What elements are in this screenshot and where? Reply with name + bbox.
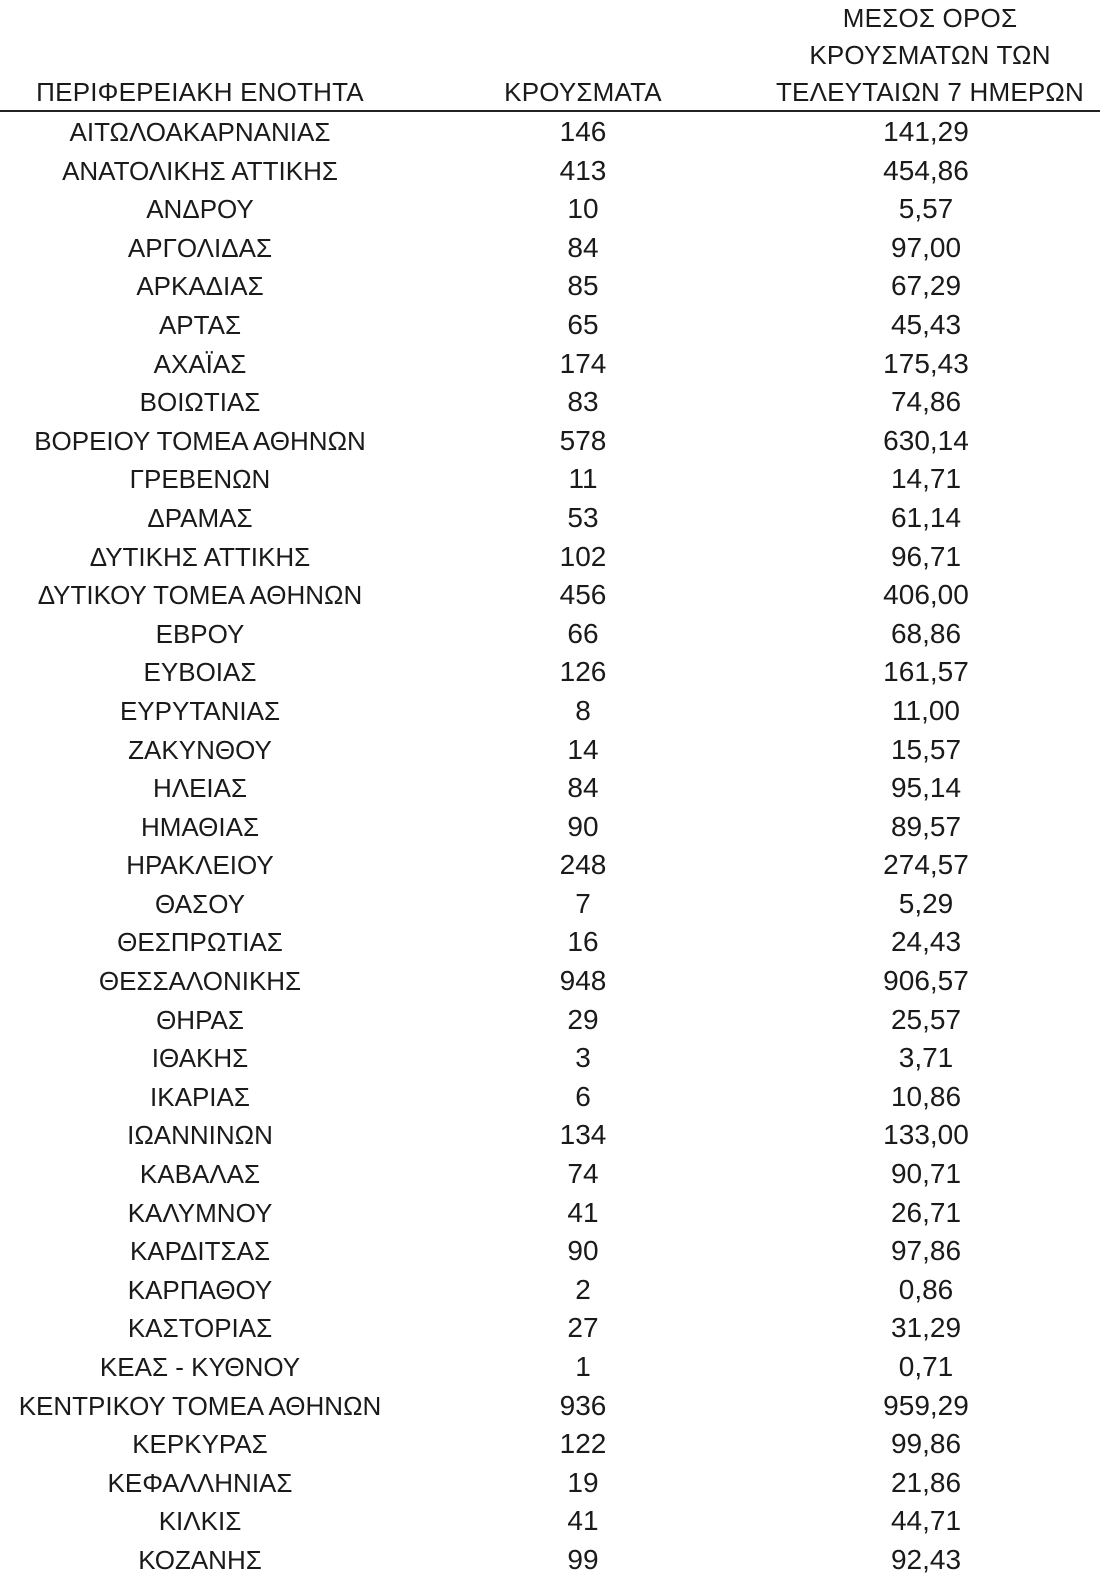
table-row bbox=[0, 1425, 1100, 1464]
average-cell: 44,71 bbox=[890, 1505, 962, 1537]
cases-cell: 7 bbox=[575, 887, 591, 919]
region-cell: ΙΚΑΡΙΑΣ bbox=[150, 1081, 250, 1112]
average-cell: 95,14 bbox=[890, 772, 962, 804]
table-row bbox=[0, 1309, 1100, 1348]
region-cell: ΚΑΡΠΑΘΟΥ bbox=[127, 1274, 273, 1305]
header-cases: ΚΡΟΥΣΜΑΤΑ bbox=[504, 77, 662, 107]
region-cell: ΚΙΛΚΙΣ bbox=[158, 1506, 242, 1537]
cases-cell: 936 bbox=[559, 1389, 607, 1421]
cases-cell: 11 bbox=[568, 463, 598, 495]
cases-cell: 10 bbox=[567, 193, 599, 225]
average-cell: 74,86 bbox=[890, 386, 962, 418]
table-row bbox=[0, 1502, 1100, 1541]
cases-cell: 65 bbox=[567, 308, 599, 340]
cases-cell: 3 bbox=[575, 1042, 591, 1074]
table-row bbox=[0, 731, 1100, 770]
table-row bbox=[0, 1039, 1100, 1078]
table-row bbox=[0, 1271, 1100, 1310]
table-row bbox=[0, 653, 1100, 692]
cases-cell: 16 bbox=[567, 926, 599, 958]
table-row bbox=[0, 1348, 1100, 1387]
table-row bbox=[0, 808, 1100, 847]
region-cell: ΑΝΔΡΟΥ bbox=[146, 194, 254, 225]
region-cell: ΑΙΤΩΛΟΑΚΑΡΝΑΝΙΑΣ bbox=[69, 117, 331, 147]
region-cell: ΖΑΚΥΝΘΟΥ bbox=[128, 734, 272, 765]
cases-cell: 174 bbox=[559, 347, 607, 379]
average-cell: 274,57 bbox=[883, 849, 969, 881]
cases-cell: 66 bbox=[567, 617, 599, 649]
region-cell: ΑΡΚΑΔΙΑΣ bbox=[136, 271, 264, 302]
region-cell: ΚΕΦΑΛΛΗΝΙΑΣ bbox=[107, 1467, 293, 1498]
cases-cell: 8 bbox=[575, 694, 591, 726]
region-cell: ΘΗΡΑΣ bbox=[156, 1004, 244, 1035]
header-avg-line-3: ΤΕΛΕΥΤΑΙΩΝ 7 ΗΜΕΡΩΝ bbox=[775, 77, 1085, 107]
table-row bbox=[0, 1001, 1100, 1040]
cases-cell: 248 bbox=[559, 849, 607, 881]
average-cell: 96,71 bbox=[890, 540, 962, 572]
average-cell: 3,71 bbox=[898, 1042, 954, 1074]
cases-cell: 27 bbox=[567, 1312, 599, 1344]
average-cell: 630,14 bbox=[883, 424, 969, 456]
cases-cell: 578 bbox=[559, 424, 607, 456]
table-row bbox=[0, 267, 1100, 306]
average-cell: 406,00 bbox=[883, 579, 969, 611]
region-cell: ΑΝΑΤΟΛΙΚΗΣ ΑΤΤΙΚΗΣ bbox=[62, 155, 338, 186]
average-cell: 0,86 bbox=[898, 1273, 954, 1305]
table-row bbox=[0, 1464, 1100, 1503]
table-row bbox=[0, 345, 1100, 384]
average-cell: 161,57 bbox=[883, 656, 969, 688]
region-cell: ΗΛΕΙΑΣ bbox=[152, 773, 248, 804]
average-cell: 89,57 bbox=[890, 810, 962, 842]
cases-cell: 99 bbox=[567, 1543, 599, 1575]
cases-cell: 14 bbox=[567, 733, 599, 765]
average-cell: 92,43 bbox=[890, 1543, 962, 1575]
cases-cell: 84 bbox=[567, 772, 599, 804]
table-row bbox=[0, 499, 1100, 538]
region-cell: ΚΕΝΤΡΙΚΟΥ ΤΟΜΕΑ ΑΘΗΝΩΝ bbox=[18, 1390, 382, 1421]
average-cell: 11,00 bbox=[892, 694, 960, 726]
cases-cell: 84 bbox=[567, 231, 599, 263]
region-cell: ΚΕΑΣ - ΚΥΘΝΟΥ bbox=[99, 1352, 301, 1382]
cases-cell: 413 bbox=[559, 154, 607, 186]
header-region: ΠΕΡΙΦΕΡΕΙΑΚΗ ΕΝΟΤΗΤΑ bbox=[36, 77, 364, 107]
cases-cell: 456 bbox=[559, 579, 607, 611]
table-body bbox=[0, 113, 1100, 1580]
table-row bbox=[0, 692, 1100, 731]
cases-cell: 41 bbox=[567, 1505, 599, 1537]
average-cell: 67,29 bbox=[890, 270, 962, 302]
region-cell: ΗΡΑΚΛΕΙΟΥ bbox=[126, 850, 274, 881]
table-row bbox=[0, 113, 1100, 152]
cases-cell: 90 bbox=[567, 810, 599, 842]
cases-cell: 134 bbox=[559, 1119, 607, 1151]
table-row bbox=[0, 383, 1100, 422]
table-row bbox=[0, 846, 1100, 885]
average-cell: 133,00 bbox=[883, 1119, 969, 1151]
header-avg-line-2: ΚΡΟΥΣΜΑΤΩΝ ΤΩΝ bbox=[809, 40, 1051, 70]
region-cell: ΗΜΑΘΙΑΣ bbox=[140, 811, 260, 842]
region-cell: ΕΒΡΟΥ bbox=[155, 618, 245, 649]
average-cell: 15,57 bbox=[890, 733, 962, 765]
region-cell: ΔΥΤΙΚΟΥ ΤΟΜΕΑ ΑΘΗΝΩΝ bbox=[37, 580, 363, 611]
average-cell: 0,71 bbox=[898, 1351, 954, 1382]
region-cell: ΑΡΤΑΣ bbox=[158, 309, 242, 340]
cases-cell: 53 bbox=[567, 501, 599, 533]
table-row bbox=[0, 1078, 1100, 1117]
region-cell: ΔΡΑΜΑΣ bbox=[147, 502, 253, 533]
average-cell: 959,29 bbox=[883, 1389, 969, 1421]
average-cell: 25,57 bbox=[890, 1003, 962, 1035]
region-cell: ΚΑΡΔΙΤΣΑΣ bbox=[129, 1236, 271, 1267]
average-cell: 61,14 bbox=[890, 501, 962, 533]
table-row bbox=[0, 1232, 1100, 1271]
average-cell: 21,86 bbox=[890, 1466, 962, 1498]
average-cell: 10,86 bbox=[890, 1080, 962, 1112]
region-cell: ΚΑΣΤΟΡΙΑΣ bbox=[127, 1313, 273, 1344]
region-cell: ΑΧΑΪΑΣ bbox=[153, 348, 247, 379]
table-header bbox=[0, 0, 1100, 113]
table-row bbox=[0, 460, 1100, 499]
average-cell: 45,43 bbox=[890, 308, 962, 340]
region-cell: ΕΥΒΟΙΑΣ bbox=[143, 657, 257, 688]
header-divider bbox=[0, 110, 1100, 112]
table-row bbox=[0, 923, 1100, 962]
region-cell: ΑΡΓΟΛΙΔΑΣ bbox=[127, 232, 273, 263]
cases-cell: 85 bbox=[567, 270, 599, 302]
region-cell: ΚΟΖΑΝΗΣ bbox=[138, 1544, 262, 1575]
cases-cell: 6 bbox=[575, 1080, 591, 1112]
average-cell: 68,86 bbox=[890, 617, 962, 649]
region-cell: ΒΟΙΩΤΙΑΣ bbox=[139, 387, 261, 418]
table-row bbox=[0, 1155, 1100, 1194]
cases-cell: 19 bbox=[567, 1466, 599, 1498]
region-cell: ΘΕΣΠΡΩΤΙΑΣ bbox=[117, 927, 283, 958]
table-row bbox=[0, 229, 1100, 268]
table-row bbox=[0, 1194, 1100, 1233]
table-row bbox=[0, 1541, 1100, 1580]
average-cell: 454,86 bbox=[883, 154, 969, 186]
cases-cell: 2 bbox=[575, 1273, 591, 1305]
header-seven-day-average bbox=[760, 0, 1100, 111]
table-row bbox=[0, 190, 1100, 229]
region-cell: ΓΡΕΒΕΝΩΝ bbox=[129, 464, 271, 495]
average-cell: 97,00 bbox=[890, 231, 962, 263]
cases-cell: 29 bbox=[567, 1003, 599, 1035]
average-cell: 141,29 bbox=[883, 116, 969, 147]
region-cell: ΙΘΑΚΗΣ bbox=[151, 1043, 249, 1074]
cases-cell: 122 bbox=[559, 1428, 607, 1460]
table-row bbox=[0, 769, 1100, 808]
cases-cell: 146 bbox=[559, 116, 607, 147]
region-cell: ΚΑΛΥΜΝΟΥ bbox=[127, 1197, 273, 1228]
cases-cell: 83 bbox=[567, 386, 599, 418]
table-row bbox=[0, 1116, 1100, 1155]
region-cell: ΘΕΣΣΑΛΟΝΙΚΗΣ bbox=[98, 966, 302, 997]
region-cell: ΔΥΤΙΚΗΣ ΑΤΤΙΚΗΣ bbox=[89, 541, 311, 572]
cases-cell: 948 bbox=[559, 965, 607, 997]
cases-cell: 74 bbox=[567, 1158, 599, 1190]
average-cell: 5,29 bbox=[898, 887, 954, 919]
cases-cell: 90 bbox=[567, 1235, 599, 1267]
cases-cell: 1 bbox=[575, 1351, 591, 1382]
average-cell: 90,71 bbox=[890, 1158, 962, 1190]
average-cell: 14,71 bbox=[890, 463, 962, 495]
average-cell: 97,86 bbox=[890, 1235, 962, 1267]
table-row bbox=[0, 1387, 1100, 1426]
average-cell: 31,29 bbox=[890, 1312, 962, 1344]
average-cell: 24,43 bbox=[890, 926, 962, 958]
header-avg-line-1: ΜΕΣΟΣ ΟΡΟΣ bbox=[842, 3, 1018, 33]
table-row bbox=[0, 576, 1100, 615]
region-cell: ΘΑΣΟΥ bbox=[155, 888, 245, 919]
table-row bbox=[0, 615, 1100, 654]
table-row bbox=[0, 538, 1100, 577]
region-cell: ΒΟΡΕΙΟΥ ΤΟΜΕΑ ΑΘΗΝΩΝ bbox=[34, 425, 366, 456]
cases-cell: 102 bbox=[559, 540, 607, 572]
average-cell: 99,86 bbox=[890, 1428, 962, 1460]
cases-cell: 41 bbox=[567, 1196, 599, 1228]
average-cell: 175,43 bbox=[883, 347, 969, 379]
cases-cell: 126 bbox=[559, 656, 607, 688]
table-row bbox=[0, 306, 1100, 345]
average-cell: 5,57 bbox=[898, 193, 954, 225]
region-cell: ΚΑΒΑΛΑΣ bbox=[139, 1159, 261, 1190]
table-row bbox=[0, 885, 1100, 924]
table-row bbox=[0, 422, 1100, 461]
table-row bbox=[0, 152, 1100, 191]
region-cell: ΙΩΑΝΝΙΝΩΝ bbox=[127, 1120, 273, 1151]
average-cell: 906,57 bbox=[883, 965, 969, 997]
average-cell: 26,71 bbox=[890, 1196, 962, 1228]
region-cell: ΚΕΡΚΥΡΑΣ bbox=[132, 1429, 268, 1460]
table-row bbox=[0, 962, 1100, 1001]
region-cell: ΕΥΡΥΤΑΝΙΑΣ bbox=[119, 695, 281, 726]
